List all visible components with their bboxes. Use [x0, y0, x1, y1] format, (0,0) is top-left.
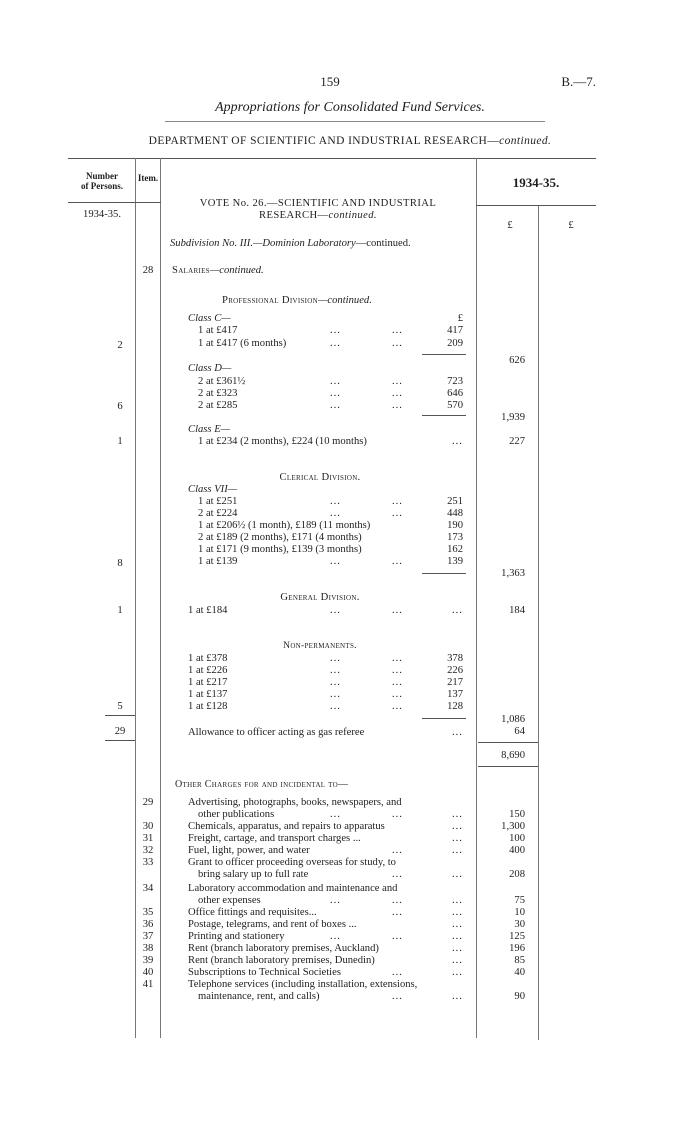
- leader-dots: ...: [330, 508, 341, 519]
- leader-dots: ...: [392, 508, 403, 519]
- class-c-amount-1: 417: [447, 325, 463, 336]
- item-column-rule: [160, 158, 161, 1038]
- professional-division-label: Professional Division: [222, 295, 318, 306]
- pound-heading-2: £: [568, 220, 574, 231]
- other-item-amount: 30: [514, 919, 525, 930]
- clerical-row-5: 1 at £171 (9 months), £139 (3 months): [198, 544, 362, 555]
- other-item-line1: Telephone services (including installation, extensions,: [188, 979, 418, 990]
- persons-heading-line2: of Persons.: [81, 181, 123, 191]
- leader-dots: ...: [392, 991, 403, 1002]
- other-item-amount: 10: [514, 907, 525, 918]
- leader-dots: ...: [452, 821, 463, 832]
- class-vii-label: Class VII—: [188, 484, 238, 495]
- salaries-total: 8,690: [501, 750, 525, 761]
- nonperm-row-1: 1 at £378: [188, 653, 228, 664]
- allowance-amount: 64: [514, 726, 525, 737]
- clerical-amount-3: 190: [447, 520, 463, 531]
- year-column-heading: 1934-35.: [512, 175, 560, 190]
- leader-dots: ...: [330, 376, 341, 387]
- persons-column-heading: [70, 171, 134, 191]
- class-e-row: 1 at £234 (2 months), £224 (10 months): [198, 436, 367, 447]
- general-persons: 1: [117, 605, 123, 616]
- leader-dots: ...: [330, 388, 341, 399]
- leader-dots: ...: [392, 809, 403, 820]
- salaries-continued: —continued.: [209, 265, 264, 276]
- leader-dots: ...: [392, 388, 403, 399]
- nonperm-row-4: 1 at £137: [188, 689, 228, 700]
- other-item-amount: 125: [509, 931, 525, 942]
- class-d-amount-2: 646: [447, 388, 463, 399]
- other-item-amount: 40: [514, 967, 525, 978]
- other-item-line1: Subscriptions to Technical Societies: [188, 967, 341, 978]
- nonperm-persons: 5: [117, 701, 123, 712]
- other-item-line1: Freight, cartage, and transport charges ...: [188, 833, 361, 844]
- leader-dots: ...: [452, 436, 463, 447]
- department-continued: continued.: [499, 135, 552, 147]
- vote-heading-continued: continued.: [328, 210, 377, 221]
- salaries-label: Salaries: [172, 265, 210, 276]
- other-item-number: 36: [142, 919, 154, 930]
- class-d-amount-3: 570: [447, 400, 463, 411]
- leader-dots: ...: [452, 833, 463, 844]
- subdivision-continued: —continued.: [355, 238, 411, 249]
- nonperm-total: 1,086: [501, 714, 525, 725]
- other-item-number: 38: [142, 943, 154, 954]
- nonperm-amount-3: 217: [447, 677, 463, 688]
- leader-dots: ...: [452, 727, 463, 738]
- vote-heading-line2: [165, 210, 471, 222]
- other-item-number: 41: [142, 979, 154, 990]
- clerical-amount-2: 448: [447, 508, 463, 519]
- persons-header-rule: [68, 202, 161, 203]
- subdivision-title: Subdivision No. III.—Dominion Laboratory: [170, 238, 356, 249]
- title-rule: [165, 121, 545, 122]
- other-item-line1: Rent (branch laboratory premises, Dunedin): [188, 955, 375, 966]
- leader-dots: ...: [330, 338, 341, 349]
- leader-dots: ...: [392, 967, 403, 978]
- other-item-line1: Advertising, photographs, books, newspapers, and: [188, 797, 402, 808]
- leader-dots: ...: [330, 701, 341, 712]
- other-item-number: 40: [142, 967, 154, 978]
- other-item-number: 39: [142, 955, 154, 966]
- other-item-line1: Laboratory accommodation and maintenance and: [188, 883, 398, 894]
- other-item-amount: 100: [509, 833, 525, 844]
- leader-dots: ...: [392, 907, 403, 918]
- leader-dots: ...: [392, 689, 403, 700]
- vote-heading-line1: VOTE No. 26.—SCIENTIFIC AND INDUSTRIAL: [199, 198, 437, 209]
- leader-dots: ...: [330, 677, 341, 688]
- class-c-row-1: 1 at £417: [198, 325, 238, 336]
- clerical-total: 1,363: [501, 568, 525, 579]
- other-item-line1: Chemicals, apparatus, and repairs to apparatus: [188, 821, 385, 832]
- other-item-number: 37: [142, 931, 154, 942]
- amount-column-rule: [476, 158, 477, 1038]
- leader-dots: ...: [392, 845, 403, 856]
- leader-dots: ...: [392, 338, 403, 349]
- total-persons: 29: [114, 726, 126, 737]
- class-e-persons: 1: [117, 436, 123, 447]
- subdivision-heading: [170, 238, 470, 250]
- other-item-line1: Fuel, light, power, and water: [188, 845, 310, 856]
- year-header-rule: [476, 205, 596, 206]
- subcolumn-rule: [538, 205, 539, 1040]
- class-c-amount-2: 209: [447, 338, 463, 349]
- general-total: 184: [509, 605, 525, 616]
- other-item-line2: bring salary up to full rate: [198, 869, 309, 880]
- item-column-heading: Item.: [137, 173, 159, 183]
- leader-dots: ...: [452, 605, 463, 616]
- class-c-persons: 2: [117, 340, 123, 351]
- class-e-label: Class E—: [188, 424, 231, 435]
- other-item-line2: other publications: [198, 809, 275, 820]
- clerical-persons: 8: [117, 558, 123, 569]
- leader-dots: ...: [330, 809, 341, 820]
- leader-dots: ...: [392, 556, 403, 567]
- other-item-amount: 196: [509, 943, 525, 954]
- leader-dots: ...: [392, 605, 403, 616]
- other-item-line1: Grant to officer proceeding overseas for study, to: [188, 857, 396, 868]
- allowance-row: Allowance to officer acting as gas referee: [188, 727, 365, 738]
- clerical-amount-5: 162: [447, 544, 463, 555]
- leader-dots: ...: [330, 496, 341, 507]
- leader-dots: ...: [330, 665, 341, 676]
- leader-dots: ...: [330, 605, 341, 616]
- clerical-row-1: 1 at £251: [198, 496, 238, 507]
- persons-heading-line1: Number: [86, 171, 118, 181]
- department-name: DEPARTMENT OF SCIENTIFIC AND INDUSTRIAL RESEARCH—: [148, 135, 500, 147]
- leader-dots: ...: [330, 931, 341, 942]
- nonperm-amount-1: 378: [447, 653, 463, 664]
- other-item-number: 35: [142, 907, 154, 918]
- leader-dots: ...: [452, 955, 463, 966]
- page-number: 159: [320, 74, 340, 89]
- salaries-item: 28: [142, 265, 154, 276]
- other-item-amount: 90: [514, 991, 525, 1002]
- leader-dots: ...: [452, 869, 463, 880]
- clerical-division-heading: Clerical Division.: [279, 472, 361, 483]
- class-d-label: Class D—: [188, 363, 232, 374]
- other-item-number: 31: [142, 833, 154, 844]
- leader-dots: ...: [452, 895, 463, 906]
- page-title: Appropriations for Consolidated Fund Services.: [215, 100, 485, 115]
- persons-subtotal-rule: [105, 715, 135, 716]
- other-item-amount: 150: [509, 809, 525, 820]
- nonperm-amount-5: 128: [447, 701, 463, 712]
- class-c-row-2: 1 at £417 (6 months): [198, 338, 287, 349]
- leader-dots: ...: [392, 895, 403, 906]
- other-item-line2: other expenses: [198, 895, 261, 906]
- leader-dots: ...: [330, 689, 341, 700]
- leader-dots: ...: [452, 967, 463, 978]
- class-c-label: Class C—: [188, 313, 231, 324]
- other-item-line1: Office fittings and requisites...: [188, 907, 317, 918]
- nonperm-row-3: 1 at £217: [188, 677, 228, 688]
- professional-division-heading: [222, 295, 372, 307]
- other-item-number: 33: [142, 857, 154, 868]
- other-item-line1: Postage, telegrams, and rent of boxes ...: [188, 919, 357, 930]
- table-top-rule: [68, 158, 596, 159]
- professional-division-continued: —continued.: [318, 295, 372, 306]
- total-rule-top: [478, 742, 538, 743]
- other-item-amount: 85: [514, 955, 525, 966]
- class-d-amount-1: 723: [447, 376, 463, 387]
- class-d-row-2: 2 at £323: [198, 388, 238, 399]
- leader-dots: ...: [392, 665, 403, 676]
- clerical-row-6: 1 at £139: [198, 556, 238, 567]
- leader-dots: ...: [452, 991, 463, 1002]
- leader-dots: ...: [392, 869, 403, 880]
- nonperm-amount-4: 137: [447, 689, 463, 700]
- leader-dots: ...: [392, 325, 403, 336]
- nonpermanents-heading: Non-permanents.: [283, 641, 357, 651]
- department-heading: [60, 135, 640, 147]
- leader-dots: ...: [330, 325, 341, 336]
- total-rule-bottom: [478, 766, 538, 767]
- leader-dots: ...: [392, 677, 403, 688]
- pound-heading-1: £: [507, 220, 513, 231]
- persons-year: 1934-35.: [83, 209, 121, 220]
- clerical-row-3: 1 at £206½ (1 month), £189 (11 months): [198, 520, 371, 531]
- other-item-line2: maintenance, rent, and calls): [198, 991, 320, 1002]
- other-item-number: 30: [142, 821, 154, 832]
- leader-dots: ...: [392, 701, 403, 712]
- class-c-total: 626: [509, 355, 525, 366]
- vote-heading-research: RESEARCH—: [259, 210, 329, 221]
- pound-subheading: £: [457, 313, 463, 324]
- subtotal-rule: [422, 718, 466, 719]
- leader-dots: ...: [330, 556, 341, 567]
- persons-total-rule: [105, 740, 135, 741]
- leader-dots: ...: [452, 919, 463, 930]
- vote-heading: [165, 198, 471, 222]
- class-d-row-1: 2 at £361½: [198, 376, 246, 387]
- other-item-number: 32: [142, 845, 154, 856]
- other-item-line1: Printing and stationery: [188, 931, 285, 942]
- nonperm-row-2: 1 at £226: [188, 665, 228, 676]
- leader-dots: ...: [330, 653, 341, 664]
- subtotal-rule: [422, 573, 466, 574]
- leader-dots: ...: [452, 907, 463, 918]
- other-item-line1: Rent (branch laboratory premises, Auckland): [188, 943, 379, 954]
- clerical-row-4: 2 at £189 (2 months), £171 (4 months): [198, 532, 362, 543]
- clerical-amount-6: 139: [447, 556, 463, 567]
- class-d-total: 1,939: [501, 412, 525, 423]
- general-row: 1 at £184: [188, 605, 228, 616]
- leader-dots: ...: [452, 845, 463, 856]
- leader-dots: ...: [392, 653, 403, 664]
- leader-dots: ...: [452, 809, 463, 820]
- class-d-row-3: 2 at £285: [198, 400, 238, 411]
- page-reference: B.—7.: [561, 74, 596, 89]
- clerical-amount-4: 173: [447, 532, 463, 543]
- subtotal-rule: [422, 415, 466, 416]
- nonperm-amount-2: 226: [447, 665, 463, 676]
- other-charges-heading: Other Charges for and incidental to—: [175, 779, 349, 790]
- leader-dots: ...: [330, 895, 341, 906]
- leader-dots: ...: [392, 931, 403, 942]
- salaries-heading: [172, 265, 264, 277]
- nonperm-row-5: 1 at £128: [188, 701, 228, 712]
- leader-dots: ...: [452, 931, 463, 942]
- other-item-amount: 1,300: [501, 821, 525, 832]
- class-d-persons: 6: [117, 401, 123, 412]
- persons-column-rule: [135, 158, 136, 1038]
- other-item-number: 29: [142, 797, 154, 808]
- subtotal-rule: [422, 354, 466, 355]
- clerical-row-2: 2 at £224: [198, 508, 238, 519]
- class-e-total: 227: [509, 436, 525, 447]
- leader-dots: ...: [392, 400, 403, 411]
- leader-dots: ...: [452, 943, 463, 954]
- other-item-number: 34: [142, 883, 154, 894]
- other-item-amount: 75: [514, 895, 525, 906]
- clerical-amount-1: 251: [447, 496, 463, 507]
- leader-dots: ...: [392, 496, 403, 507]
- leader-dots: ...: [330, 400, 341, 411]
- general-division-heading: General Division.: [280, 592, 360, 603]
- other-item-amount: 400: [509, 845, 525, 856]
- other-item-amount: 208: [509, 869, 525, 880]
- leader-dots: ...: [392, 376, 403, 387]
